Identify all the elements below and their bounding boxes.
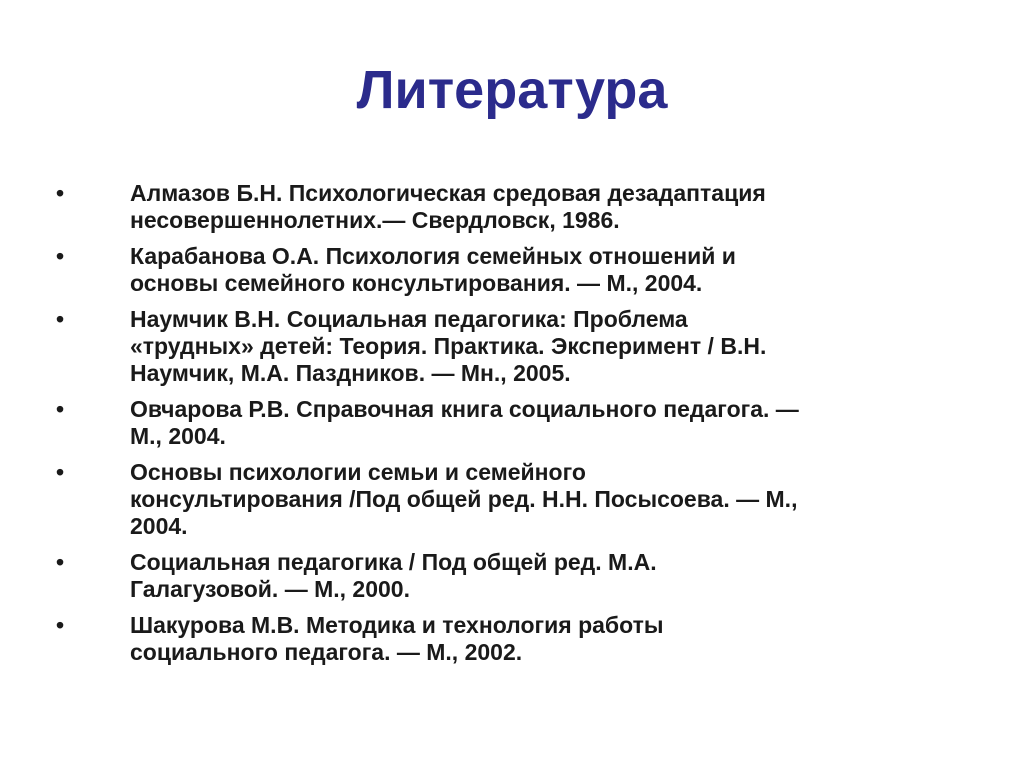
bullet-icon: •	[56, 180, 65, 206]
item-line: Наумчик В.Н. Социальная педагогика: Проблема	[130, 306, 688, 332]
bullet-icon: •	[56, 306, 65, 332]
item-line: социального педагога. — М., 2002.	[130, 639, 523, 665]
item-line: Галагузовой. — М., 2000.	[130, 576, 410, 602]
item-line: Карабанова О.А. Психология семейных отношений и	[130, 243, 736, 269]
bullet-icon: •	[56, 549, 65, 575]
item-line: Социальная педагогика / Под общей ред. М.А.	[130, 549, 657, 575]
item-line: основы семейного консультирования. — М., 2004.	[130, 270, 703, 296]
item-line: 2004.	[130, 513, 188, 539]
bullet-icon: •	[56, 243, 65, 269]
item-line: консультирования /Под общей ред. Н.Н. Посысоева. — М.,	[130, 486, 798, 512]
bibliography-item	[56, 396, 976, 450]
bibliography-list	[56, 180, 976, 675]
bullet-icon: •	[56, 459, 65, 485]
item-line: «трудных» детей: Теория. Практика. Эксперимент / В.Н.	[130, 333, 767, 359]
bibliography-item	[56, 306, 976, 387]
item-line: Наумчик, М.А. Паздников. — Мн., 2005.	[130, 360, 571, 386]
item-line: несовершеннолетних.— Свердловск, 1986.	[130, 207, 620, 233]
item-line: Шакурова М.В. Методика и технология работы	[130, 612, 664, 638]
bibliography-item	[56, 549, 976, 603]
bibliography-item	[56, 459, 976, 540]
item-line: Алмазов Б.Н. Психологическая средовая дезадаптация	[130, 180, 766, 206]
slide-title: Литература	[356, 60, 668, 120]
item-line: Овчарова Р.В. Справочная книга социального педагога. —	[130, 396, 799, 422]
bullet-icon: •	[56, 612, 65, 638]
item-line: М., 2004.	[130, 423, 226, 449]
item-line: Основы психологии семьи и семейного	[130, 459, 586, 485]
bullet-icon: •	[56, 396, 65, 422]
bibliography-item	[56, 180, 976, 234]
bibliography-item	[56, 243, 976, 297]
bibliography-item	[56, 612, 976, 666]
